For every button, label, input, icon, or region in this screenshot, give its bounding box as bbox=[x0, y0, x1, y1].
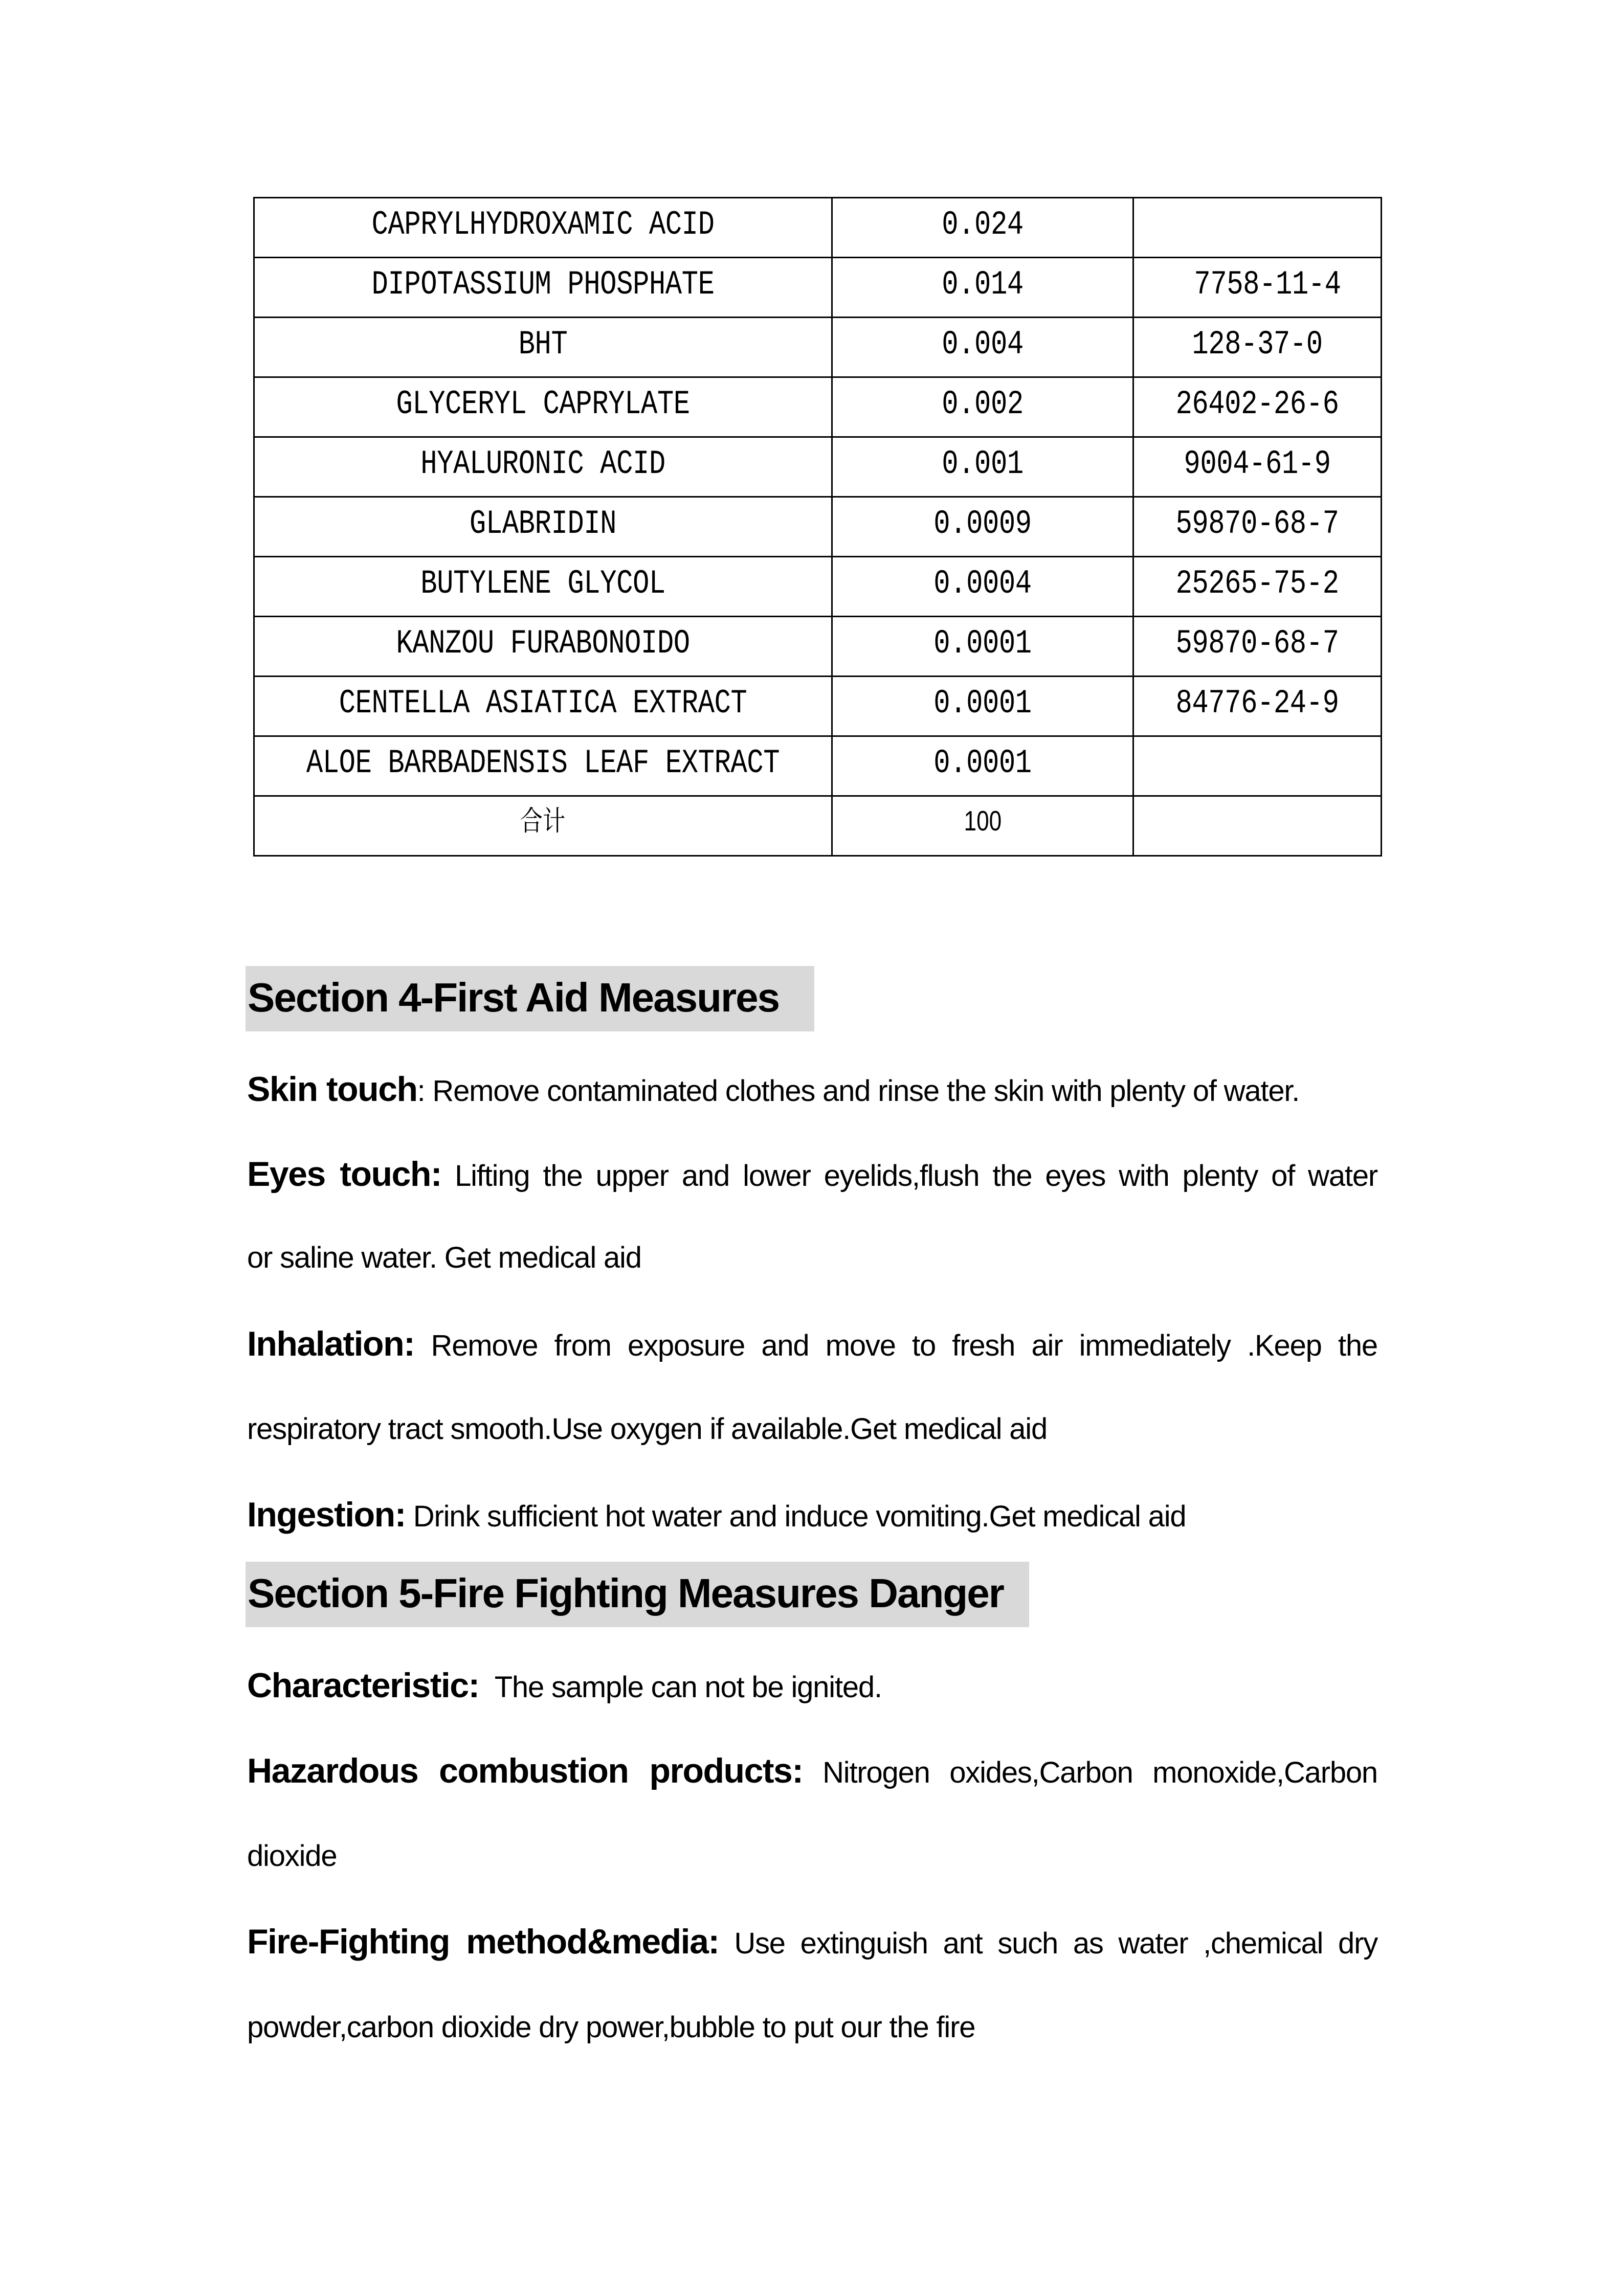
total-cas-cell bbox=[1133, 796, 1382, 856]
ingredient-cas: 84776-24-9 bbox=[1175, 685, 1339, 723]
ingredient-name: BHT bbox=[518, 326, 568, 364]
ingredient-name: KANZOU FURABONOIDO bbox=[396, 625, 690, 663]
section-4-heading-text: Section 4-First Aid Measures bbox=[248, 975, 780, 1020]
ingredient-cas-cell bbox=[1133, 736, 1382, 796]
ingredient-cas-cell bbox=[1133, 377, 1382, 437]
table-row bbox=[254, 258, 1382, 318]
ingredient-name-cell bbox=[254, 377, 832, 437]
table-row bbox=[254, 736, 1382, 796]
ingredient-percent: 0.0009 bbox=[933, 505, 1032, 544]
hazardous-label: Hazardous combustion products: bbox=[247, 1751, 803, 1790]
ingredient-percent-cell bbox=[832, 617, 1133, 677]
firefighting-text-1: Use extinguish ant such as water ,chemical dry bbox=[719, 1927, 1377, 1960]
skin-touch-line bbox=[247, 1064, 1377, 1115]
ingredient-name-cell bbox=[254, 258, 832, 318]
ingredient-cas: 25265-75-2 bbox=[1175, 565, 1339, 603]
total-value-cell bbox=[832, 796, 1133, 856]
firefighting-text-2: powder,carbon dioxide dry power,bubble to put our the fire bbox=[247, 2011, 975, 2044]
ingredient-percent-cell bbox=[832, 198, 1133, 258]
ingredient-percent-cell bbox=[832, 437, 1133, 497]
eyes-touch-label: Eyes touch: bbox=[247, 1155, 442, 1194]
total-label: 合计 bbox=[520, 805, 566, 837]
ingredient-name: CENTELLA ASIATICA EXTRACT bbox=[339, 685, 747, 723]
ingredient-name-cell bbox=[254, 497, 832, 557]
ingestion-label: Ingestion: bbox=[247, 1495, 406, 1534]
ingredient-cas-cell bbox=[1133, 497, 1382, 557]
ingredient-cas-cell bbox=[1133, 318, 1382, 377]
ingredient-percent: 0.002 bbox=[942, 386, 1024, 424]
ingredient-name-cell bbox=[254, 557, 832, 617]
inhalation-text-1: Remove from exposure and move to fresh air immediately .Keep the bbox=[414, 1329, 1377, 1362]
ingredient-cas: 128-37-0 bbox=[1192, 326, 1323, 364]
ingredient-percent-cell bbox=[832, 258, 1133, 318]
ingredient-cas: 59870-68-7 bbox=[1175, 625, 1339, 663]
hazardous-line-2 bbox=[247, 1831, 1377, 1882]
eyes-touch-line-1 bbox=[247, 1149, 1377, 1200]
ingredient-percent-cell bbox=[832, 677, 1133, 736]
inhalation-label: Inhalation: bbox=[247, 1324, 415, 1363]
ingredient-cas-cell bbox=[1133, 437, 1382, 497]
ingredient-percent: 0.0001 bbox=[933, 685, 1032, 723]
ingredient-name-cell bbox=[254, 198, 832, 258]
ingredient-percent: 0.001 bbox=[942, 445, 1024, 484]
ingestion-line bbox=[247, 1489, 1377, 1540]
inhalation-line-1 bbox=[247, 1318, 1377, 1369]
inhalation-line-2 bbox=[247, 1404, 1377, 1455]
ingredient-percent: 0.0004 bbox=[933, 565, 1032, 603]
ingredient-cas-cell bbox=[1133, 557, 1382, 617]
characteristic-label: Characteristic: bbox=[247, 1666, 479, 1705]
ingredient-cas: 59870-68-7 bbox=[1175, 505, 1339, 544]
ingredient-percent: 0.024 bbox=[942, 206, 1024, 244]
table-row bbox=[254, 318, 1382, 377]
ingredient-percent: 0.0001 bbox=[933, 745, 1032, 783]
ingredient-cas: 26402-26-6 bbox=[1175, 386, 1339, 424]
hazardous-text-2: dioxide bbox=[247, 1839, 337, 1873]
hazardous-text-1: Nitrogen oxides,Carbon monoxide,Carbon bbox=[803, 1756, 1377, 1789]
ingredient-percent: 0.014 bbox=[942, 266, 1024, 304]
ingredient-name-cell bbox=[254, 437, 832, 497]
ingredient-cas: 9004-61-9 bbox=[1184, 445, 1331, 484]
firefighting-line-2 bbox=[247, 2002, 1377, 2053]
eyes-touch-line-2 bbox=[247, 1232, 1377, 1284]
firefighting-label: Fire-Fighting method&media: bbox=[247, 1922, 719, 1961]
ingredient-name: CAPRYLHYDROXAMIC ACID bbox=[371, 206, 715, 244]
ingredient-name-cell bbox=[254, 677, 832, 736]
section-5-heading bbox=[246, 1562, 1029, 1627]
ingredient-name-cell bbox=[254, 736, 832, 796]
table-row bbox=[254, 437, 1382, 497]
ingredient-name: BUTYLENE GLYCOL bbox=[420, 565, 665, 603]
table-row bbox=[254, 198, 1382, 258]
ingredient-name: DIPOTASSIUM PHOSPHATE bbox=[371, 266, 715, 304]
section-4-heading bbox=[246, 966, 814, 1031]
ingredient-cas-cell bbox=[1133, 617, 1382, 677]
ingredient-percent: 0.004 bbox=[942, 326, 1024, 364]
table-total-row bbox=[254, 796, 1382, 856]
ingredient-percent-cell bbox=[832, 497, 1133, 557]
ingredient-percent-cell bbox=[832, 736, 1133, 796]
table-row bbox=[254, 377, 1382, 437]
ingredient-name-cell bbox=[254, 617, 832, 677]
characteristic-line bbox=[247, 1660, 1377, 1711]
total-label-cell bbox=[254, 796, 832, 856]
firefighting-line-1 bbox=[247, 1916, 1377, 1967]
table-row bbox=[254, 557, 1382, 617]
ingredient-percent-cell bbox=[832, 318, 1133, 377]
skin-touch-label: Skin touch bbox=[247, 1070, 417, 1109]
ingredients-table bbox=[253, 197, 1382, 857]
ingredient-cas: 7758-11-4 bbox=[1194, 266, 1341, 304]
table-row bbox=[254, 497, 1382, 557]
eyes-touch-text-2: or saline water. Get medical aid bbox=[247, 1241, 641, 1274]
ingredient-cas-cell bbox=[1133, 258, 1382, 318]
total-value: 100 bbox=[964, 805, 1002, 837]
ingestion-text: Drink sufficient hot water and induce vomiting.Get medical aid bbox=[405, 1500, 1186, 1533]
eyes-touch-text-1: Lifting the upper and lower eyelids,flush the eyes with plenty of water bbox=[441, 1159, 1377, 1192]
inhalation-text-2: respiratory tract smooth.Use oxygen if available.Get medical aid bbox=[247, 1412, 1048, 1446]
table-row bbox=[254, 677, 1382, 736]
ingredient-name: HYALURONIC ACID bbox=[420, 445, 665, 484]
ingredient-name: GLABRIDIN bbox=[469, 505, 617, 544]
ingredient-percent-cell bbox=[832, 377, 1133, 437]
ingredient-percent-cell bbox=[832, 557, 1133, 617]
characteristic-text: The sample can not be ignited. bbox=[494, 1671, 882, 1704]
hazardous-line-1 bbox=[247, 1745, 1377, 1796]
ingredient-name: ALOE BARBADENSIS LEAF EXTRACT bbox=[306, 745, 780, 783]
section-5-heading-text: Section 5-Fire Fighting Measures Danger bbox=[248, 1570, 1004, 1616]
ingredient-cas-cell bbox=[1133, 677, 1382, 736]
ingredient-name: GLYCERYL CAPRYLATE bbox=[396, 386, 690, 424]
ingredient-percent: 0.0001 bbox=[933, 625, 1032, 663]
ingredient-name-cell bbox=[254, 318, 832, 377]
table-row bbox=[254, 617, 1382, 677]
skin-touch-text: : Remove contaminated clothes and rinse the skin with plenty of water. bbox=[417, 1074, 1300, 1108]
ingredient-cas-cell bbox=[1133, 198, 1382, 258]
